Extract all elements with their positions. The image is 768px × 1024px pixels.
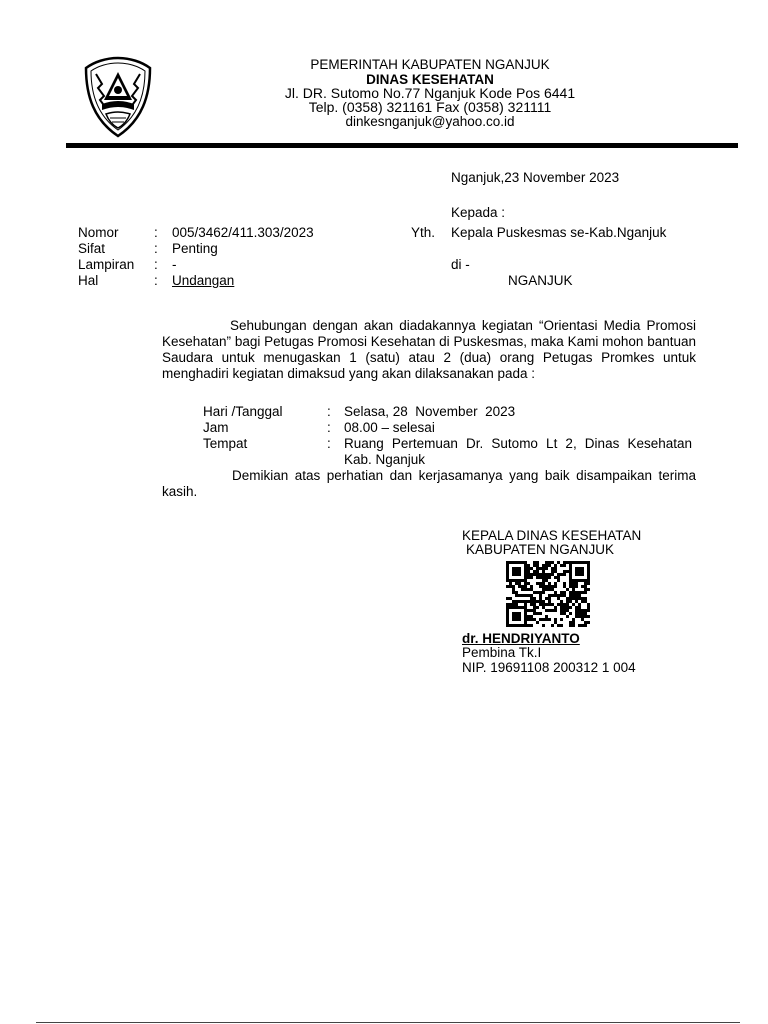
detail-label-date: Hari /Tanggal (203, 404, 283, 419)
letterhead-agency: DINAS KESEHATAN (366, 72, 494, 87)
meta-value-nomor: 005/3462/411.303/2023 (172, 225, 314, 240)
letterhead-email: dinkesnganjuk@yahoo.co.id (345, 114, 515, 129)
letterhead-phone: Telp. (0358) 321161 Fax (0358) 321111 (308, 99, 552, 115)
regency-coat-of-arms-icon (80, 54, 156, 140)
detail-value-time: 08.00 – selesai (344, 420, 435, 435)
detail-label-time: Jam (203, 420, 229, 435)
recipient-di: di - (451, 257, 470, 272)
letterhead-government: PEMERINTAH KABUPATEN NGANJUK (310, 57, 550, 72)
body-paragraph: Sehubungan dengan akan diadakannya kegiatan “Orientasi Media Promosi Kesehatan” bagi Petugas Promosi Kesehatan di Puskesmas, maka Kami mohon bantuan Saudara untuk menugaskan 1 (satu) atau 2 (dua) orang Petugas Promkes untuk menghadiri kegiatan dimaksud yang akan dilaksanakan pada : (162, 318, 696, 381)
meta-sep-lampiran: : (154, 257, 158, 272)
detail-sep-time: : (327, 420, 331, 435)
meta-label-sifat: Sifat (78, 241, 106, 256)
signature-title-1: KEPALA DINAS KESEHATAN (462, 528, 642, 543)
meta-label-hal: Hal (78, 273, 99, 288)
meta-sep-sifat: : (154, 241, 158, 256)
qr-code-icon (506, 560, 590, 628)
detail-sep-place: : (327, 436, 331, 451)
detail-label-place: Tempat (203, 436, 248, 451)
signature-title-2: KABUPATEN NGANJUK (466, 542, 615, 557)
meta-value-hal: Undangan (172, 273, 235, 288)
recipient-yth: Yth. (411, 225, 436, 240)
meta-sep-hal: : (154, 273, 158, 288)
closing-paragraph: Demikian atas perhatian dan kerjasamanya yang baik disampaikan terima kasih. (162, 468, 696, 499)
signatory-rank: Pembina Tk.I (462, 645, 542, 660)
detail-value-date: Selasa, 28 November 2023 (344, 404, 516, 419)
page-bottom-rule (36, 1022, 740, 1023)
signatory-nip: NIP. 19691108 200312 1 004 (462, 660, 636, 675)
meta-value-lampiran: - (172, 257, 177, 272)
recipient-name: Kepala Puskesmas se-Kab.Nganjuk (451, 225, 667, 240)
meta-label-nomor: Nomor (78, 225, 119, 240)
letter-date: Nganjuk,23 November 2023 (451, 170, 620, 185)
letterhead-address: Jl. DR. Sutomo No.77 Nganjuk Kode Pos 6441 (284, 85, 576, 101)
signatory-name: dr. HENDRIYANTO (462, 631, 580, 646)
meta-label-lampiran: Lampiran (78, 257, 135, 272)
recipient-city: NGANJUK (508, 273, 573, 288)
recipient-kepada: Kepada : (451, 205, 506, 220)
detail-value-place: Ruang Pertemuan Dr. Sutomo Lt 2, Dinas Kesehatan Kab. Nganjuk (344, 436, 692, 467)
letterhead-divider (66, 143, 738, 148)
meta-value-sifat: Penting (172, 241, 218, 256)
meta-sep-nomor: : (154, 225, 158, 240)
detail-sep-date: : (327, 404, 331, 419)
